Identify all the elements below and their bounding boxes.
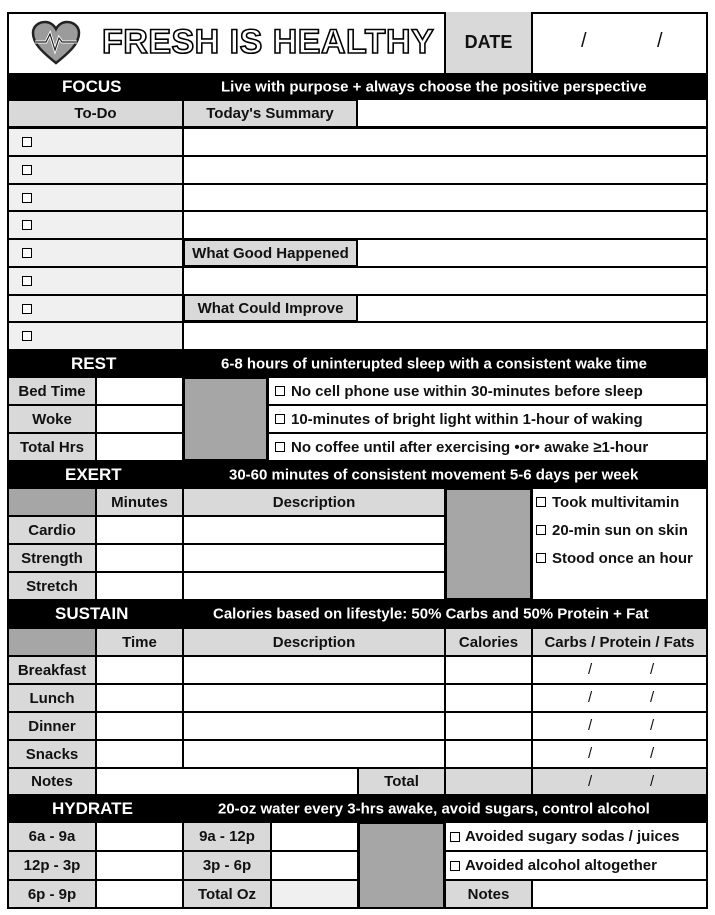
exert-check-item[interactable]	[532, 516, 708, 544]
exert-minutes-field[interactable]	[96, 544, 183, 572]
exert-description-field[interactable]	[183, 572, 445, 600]
exert-gray-block	[445, 488, 532, 600]
sustain-macros-field[interactable]	[532, 684, 708, 712]
rest-check-label: 10-minutes of bright light within 1-hour of waking	[291, 410, 643, 428]
exert-description-field[interactable]	[183, 544, 445, 572]
summary-header: Today's Summary	[183, 100, 358, 128]
focus-title: FOCUS	[62, 76, 122, 96]
summary-line[interactable]	[183, 184, 708, 212]
exert-check-label: Took multivitamin	[552, 493, 680, 511]
macro-separator: /	[650, 745, 655, 762]
todo-row[interactable]	[7, 295, 183, 323]
date-label: DATE	[464, 32, 513, 52]
todo-row[interactable]	[7, 267, 183, 295]
todo-checkbox[interactable]	[22, 331, 32, 341]
sustain-notes-field[interactable]	[96, 768, 358, 795]
hydrate-oz-field[interactable]	[271, 822, 358, 851]
hydrate-left	[7, 822, 183, 909]
hydrate-check-item[interactable]	[445, 822, 708, 851]
sustain-description-field[interactable]	[183, 656, 445, 684]
macro-separator: /	[588, 717, 593, 734]
todo-row[interactable]	[7, 211, 183, 239]
sustain-calories-field[interactable]	[445, 684, 532, 712]
hydrate-time-label: Total Oz	[183, 880, 271, 909]
hydrate-oz-field[interactable]	[96, 822, 183, 851]
exert-rows	[7, 516, 445, 600]
exert-checklist	[532, 488, 708, 600]
summary-line[interactable]	[183, 211, 708, 239]
exert-row-label: Cardio	[7, 516, 96, 544]
todo-row[interactable]	[7, 239, 183, 267]
focus-desc: Live with purpose + always choose the positive perspective	[221, 78, 647, 95]
good-label-cell: What Good Happened	[183, 239, 358, 267]
checkbox-icon[interactable]	[536, 525, 546, 535]
todo-row[interactable]	[7, 128, 183, 156]
summary-field-0[interactable]	[358, 100, 708, 128]
date-sep-2: /	[657, 30, 663, 52]
sustain-time-field[interactable]	[96, 740, 183, 768]
todo-checkbox[interactable]	[22, 137, 32, 147]
exert-check-item[interactable]	[532, 488, 708, 516]
hydrate-check-item[interactable]	[445, 851, 708, 880]
date-field[interactable]	[533, 12, 708, 73]
summary-line[interactable]	[183, 322, 708, 350]
sustain-row-label: Lunch	[7, 684, 96, 712]
hydrate-gray-block	[358, 822, 445, 909]
todo-list	[7, 128, 183, 350]
exert-minutes-field[interactable]	[96, 516, 183, 544]
rest-title: REST	[71, 353, 117, 373]
rest-desc: 6-8 hours of uninterupted sleep with a consistent wake time	[221, 355, 647, 372]
hydrate-time-label: 9a - 12p	[183, 822, 271, 851]
summary-line[interactable]	[183, 267, 708, 295]
macro-separator: /	[650, 661, 655, 678]
sustain-title: SUSTAIN	[55, 604, 129, 623]
sustain-macros-field[interactable]	[532, 656, 708, 684]
exert-title: EXERT	[65, 464, 122, 484]
exert-corner	[7, 488, 96, 516]
hydrate-notes-label: Notes	[445, 880, 532, 909]
sustain-col-time: Time	[96, 628, 183, 656]
hydrate-notes-field[interactable]	[532, 880, 708, 909]
exert-check-label: 20-min sun on skin	[552, 521, 688, 539]
rest-check-label: No coffee until after exercising •or• awake ≥1-hour	[291, 438, 649, 456]
rest-row-label: Bed Time	[7, 377, 96, 405]
macro-separator: /	[650, 689, 655, 706]
rest-checklist	[268, 377, 708, 461]
todo-checkbox[interactable]	[22, 165, 32, 175]
hydrate-check-label: Avoided sugary sodas / juices	[465, 828, 680, 845]
sustain-desc: Calories based on lifestyle: 50% Carbs and 50% Protein + Fat	[213, 605, 649, 623]
summary-line[interactable]	[183, 128, 708, 156]
macro-separator: /	[588, 661, 593, 678]
hydrate-check-label: Avoided alcohol altogether	[465, 857, 657, 874]
rest-check-item[interactable]	[268, 433, 708, 461]
sustain-bar	[7, 600, 708, 628]
sustain-total-label: Total	[358, 768, 445, 795]
sustain-time-field[interactable]	[96, 712, 183, 740]
rest-row-field[interactable]	[96, 377, 183, 405]
hydrate-time-label: 6a - 9a	[7, 822, 96, 851]
hydrate-title: HYDRATE	[52, 798, 133, 818]
todo-checkbox[interactable]	[22, 248, 32, 258]
sustain-calories-field[interactable]	[445, 656, 532, 684]
sustain-col-macros: Carbs / Protein / Fats	[532, 628, 708, 656]
todo-checkbox[interactable]	[22, 276, 32, 286]
hydrate-oz-field[interactable]	[96, 851, 183, 880]
macro-separator: /	[588, 689, 593, 706]
date-sep-1: /	[581, 30, 587, 52]
checkbox-icon[interactable]	[275, 442, 285, 452]
hydrate-bar	[7, 795, 708, 822]
sustain-col-description: Description	[183, 628, 445, 656]
sustain-macros-field[interactable]	[532, 740, 708, 768]
todo-checkbox[interactable]	[22, 220, 32, 230]
sustain-row-label: Dinner	[7, 712, 96, 740]
sustain-time-field[interactable]	[96, 684, 183, 712]
rest-gray-block	[183, 377, 268, 461]
todo-row[interactable]	[7, 322, 183, 350]
hydrate-oz-field[interactable]	[271, 851, 358, 880]
hydrate-desc: 20-oz water every 3-hrs awake, avoid sugars, control alcohol	[218, 800, 650, 817]
brand-title: FRESH IS HEALTHY	[102, 23, 435, 61]
exert-col-description: Description	[183, 488, 445, 516]
exert-row-label: Stretch	[7, 572, 96, 600]
rest-row-field[interactable]	[96, 433, 183, 461]
rest-row-label: Woke	[7, 405, 96, 433]
exert-desc: 30-60 minutes of consistent movement 5-6 days per week	[229, 466, 639, 483]
checkbox-icon[interactable]	[536, 497, 546, 507]
rest-check-item[interactable]	[268, 377, 708, 405]
sustain-description-field[interactable]	[183, 684, 445, 712]
todo-row[interactable]	[7, 156, 183, 184]
rest-row-field[interactable]	[96, 405, 183, 433]
sustain-time-field[interactable]	[96, 656, 183, 684]
sustain-row-label: Breakfast	[7, 656, 96, 684]
sustain-calories-field[interactable]	[445, 740, 532, 768]
sustain-description-field[interactable]	[183, 740, 445, 768]
checkbox-icon[interactable]	[536, 553, 546, 563]
todo-checkbox[interactable]	[22, 304, 32, 314]
exert-check-label: Stood once an hour	[552, 549, 693, 567]
sustain-corner	[7, 628, 96, 656]
exert-col-minutes: Minutes	[96, 488, 183, 516]
header	[7, 12, 708, 73]
improve-label-cell: What Could Improve	[183, 294, 358, 322]
hydrate-oz-field[interactable]	[271, 880, 358, 909]
macro-separator: /	[588, 745, 593, 762]
hydrate-oz-field[interactable]	[96, 880, 183, 909]
exert-description-field[interactable]	[183, 516, 445, 544]
hydrate-checklist	[445, 822, 708, 880]
sustain-total-calories[interactable]	[445, 768, 532, 795]
checkbox-icon[interactable]	[275, 414, 285, 424]
rest-bar	[7, 350, 708, 377]
checkbox-icon[interactable]	[275, 386, 285, 396]
focus-bar	[7, 73, 708, 100]
macro-separator: /	[650, 717, 655, 734]
exert-row-label: Strength	[7, 544, 96, 572]
todo-row[interactable]	[7, 184, 183, 212]
rest-rows	[7, 377, 183, 461]
sustain-notes-label: Notes	[7, 768, 96, 795]
todo-header: To-Do	[7, 100, 183, 128]
hydrate-time-label: 3p - 6p	[183, 851, 271, 880]
summary-line[interactable]	[183, 156, 708, 184]
rest-row-label: Total Hrs	[7, 433, 96, 461]
exert-check-item[interactable]	[532, 544, 708, 572]
exert-bar	[7, 461, 708, 488]
date-label-cell	[444, 12, 533, 73]
checkbox-icon[interactable]	[450, 832, 460, 842]
todo-checkbox[interactable]	[22, 193, 32, 203]
sustain-calories-field[interactable]	[445, 712, 532, 740]
hydrate-mid	[183, 822, 358, 909]
exert-minutes-field[interactable]	[96, 572, 183, 600]
sustain-rows	[7, 656, 708, 768]
sustain-total-macros[interactable]: / /	[532, 768, 708, 795]
checkbox-icon[interactable]	[450, 861, 460, 871]
hydrate-time-label: 6p - 9p	[7, 880, 96, 909]
hydrate-time-label: 12p - 3p	[7, 851, 96, 880]
rest-check-label: No cell phone use within 30-minutes before sleep	[291, 382, 643, 400]
rest-check-item[interactable]	[268, 405, 708, 433]
heart-pulse-icon	[31, 20, 81, 66]
sustain-row-label: Snacks	[7, 740, 96, 768]
sustain-description-field[interactable]	[183, 712, 445, 740]
sustain-col-calories: Calories	[445, 628, 532, 656]
sustain-macros-field[interactable]	[532, 712, 708, 740]
